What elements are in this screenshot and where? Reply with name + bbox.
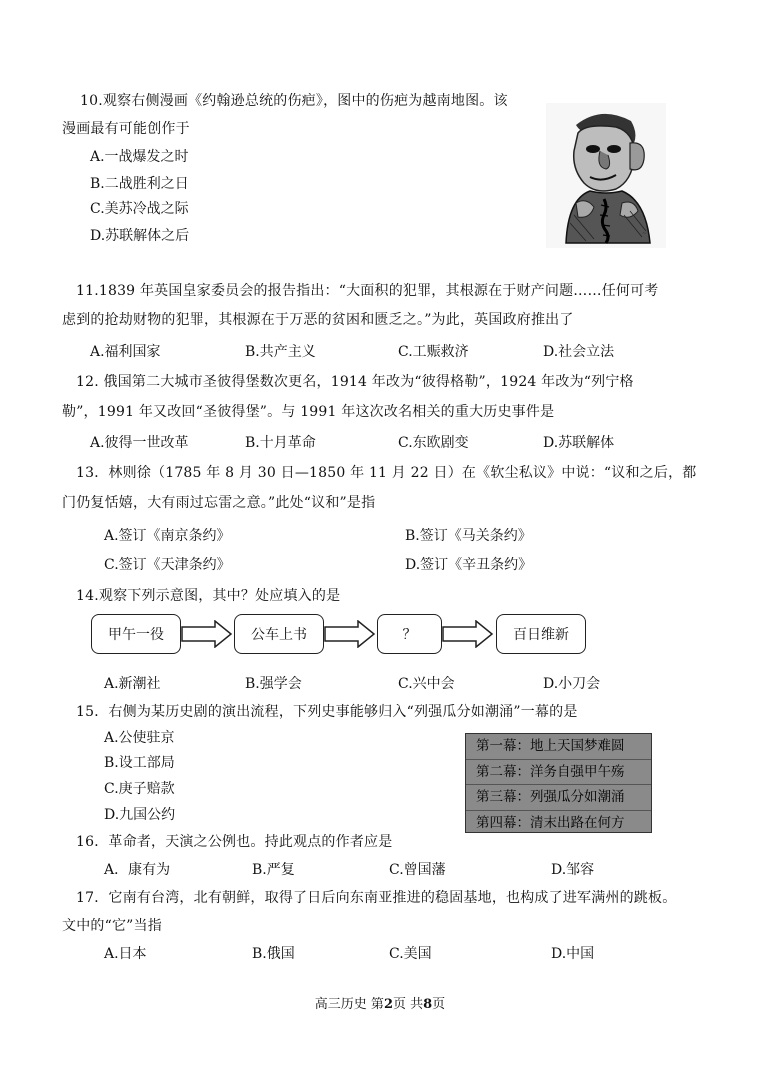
flow-box-bairi xyxy=(496,614,586,654)
q17-stem-line1: 17．它南有台湾，北有朝鲜，取得了日后向东南亚推进的稳固基地，也构成了进军满州的跳板。 xyxy=(76,890,677,906)
flow-box-unknown xyxy=(377,614,442,654)
q14-option-a: A.新潮社 xyxy=(104,676,161,692)
q11-option-a: A.福利国家 xyxy=(90,344,161,360)
footer-total-pages: 8 xyxy=(423,997,433,1012)
q16-stem: 16．革命者，天演之公例也。持此观点的作者应是 xyxy=(76,834,393,850)
act-row-4: 第四幕：清末出路在何方 xyxy=(476,814,625,831)
q15-option-a: A.公使驻京 xyxy=(104,730,175,746)
q14-option-b: B.强学会 xyxy=(245,676,302,692)
q15-option-d: D.九国公约 xyxy=(104,807,176,823)
q15-option-b: B.设工部局 xyxy=(104,755,175,771)
footer-prefix: 高三历史 第 xyxy=(314,997,384,1012)
q17-option-b: B.俄国 xyxy=(252,946,295,962)
q11-option-b: B.共产主义 xyxy=(245,344,316,360)
q10-stem-line1: 10.观察右侧漫画《约翰逊总统的伤疤》，图中的伤疤为越南地图。该 xyxy=(80,93,508,109)
q12-option-a: A.彼得一世改革 xyxy=(90,435,189,451)
flow-arrow-3 xyxy=(442,620,494,648)
q12-stem-line1: 12. 俄国第二大城市圣彼得堡数次更名，1914 年改为“彼得格勒”，1924 年改为“列宁格 xyxy=(76,374,634,390)
flow-arrow-2 xyxy=(324,620,376,648)
act-row-2: 第二幕：洋务自强甲午殇 xyxy=(466,760,651,786)
q11-stem-line2: 虑到的抢劫财物的犯罪，其根源在于万恶的贫困和匮乏之。”为此，英国政府推出了 xyxy=(62,312,574,328)
q17-option-c: C.美国 xyxy=(389,946,432,962)
footer-mid: 页 共 xyxy=(392,997,424,1012)
q13-option-a: A.签订《南京条约》 xyxy=(104,528,231,544)
flow-arrow-1 xyxy=(181,620,233,648)
q15-stem: 15．右侧为某历史剧的演出流程，下列史事能够归入“列强瓜分如潮涌”一幕的是 xyxy=(76,704,578,720)
q17-option-d: D.中国 xyxy=(551,946,595,962)
q10-option-c: C.美苏冷战之际 xyxy=(90,201,189,217)
q10-option-d: D.苏联解体之后 xyxy=(90,228,190,244)
act-row-1: 第一幕：地上天国梦难圆 xyxy=(466,734,651,760)
q16-option-d: D.邹容 xyxy=(551,862,595,878)
q12-stem-line2: 勒”，1991 年又改回“圣彼得堡”。与 1991 年这次改名相关的重大历史事件是 xyxy=(62,404,555,420)
q13-option-b: B.签订《马关条约》 xyxy=(405,528,532,544)
q16-option-b: B.严复 xyxy=(252,862,295,878)
q12-option-d: D.苏联解体 xyxy=(543,435,615,451)
q13-stem-line2: 门仍复恬嬉，大有雨过忘雷之意。”此处“议和”是指 xyxy=(62,495,376,511)
svg-text:~: ~ xyxy=(642,230,648,237)
q14-option-d: D.小刀会 xyxy=(543,676,601,692)
drama-acts-table xyxy=(465,733,652,833)
q16-option-c: C.曾国藩 xyxy=(389,862,446,878)
flow-label-bairi: 百日维新 xyxy=(513,627,569,643)
q11-option-d: D.社会立法 xyxy=(543,344,615,360)
q15-option-c: C.庚子赔款 xyxy=(104,781,175,797)
q13-option-d: D.签订《辛丑条约》 xyxy=(405,557,533,573)
flow-label-unknown: ？ xyxy=(402,627,417,643)
flow-box-gongche xyxy=(234,614,324,654)
q10-option-b: B.二战胜利之日 xyxy=(90,176,189,192)
footer-page-number: 2 xyxy=(383,997,393,1012)
q14-stem: 14.观察下列示意图，其中？处应填入的是 xyxy=(76,588,341,604)
q17-stem-line2: 文中的“它”当指 xyxy=(62,918,162,934)
johnson-scar-cartoon xyxy=(546,103,666,248)
flow-label-gongche: 公车上书 xyxy=(251,627,307,643)
q11-stem-line1: 11.1839 年英国皇家委员会的报告指出：“大面积的犯罪，其根源在于财产问题……任何可考 xyxy=(76,283,659,299)
q17-option-a: A.日本 xyxy=(104,946,147,962)
act-row-3: 第三幕：列强瓜分如潮涌 xyxy=(466,785,651,811)
q14-option-c: C.兴中会 xyxy=(398,676,455,692)
flow-box-jiawu xyxy=(91,614,181,654)
q12-option-b: B.十月革命 xyxy=(245,435,316,451)
q11-option-c: C.工赈救济 xyxy=(398,344,469,360)
q13-stem-line1: 13．林则徐（1785 年 8 月 30 日—1850 年 11 月 22 日）在《软尘私议》中说：“议和之后，都 xyxy=(76,465,697,481)
flow-label-jiawu: 甲午一役 xyxy=(108,627,164,643)
q13-option-c: C.签订《天津条约》 xyxy=(104,557,231,573)
q16-option-a: A．康有为 xyxy=(104,862,171,878)
page-footer xyxy=(0,993,760,1012)
q10-stem-line2: 漫画最有可能创作于 xyxy=(62,121,190,137)
q12-option-c: C.东欧剧变 xyxy=(398,435,469,451)
footer-suffix: 页 xyxy=(432,997,446,1012)
q10-option-a: A.一战爆发之时 xyxy=(90,149,189,165)
